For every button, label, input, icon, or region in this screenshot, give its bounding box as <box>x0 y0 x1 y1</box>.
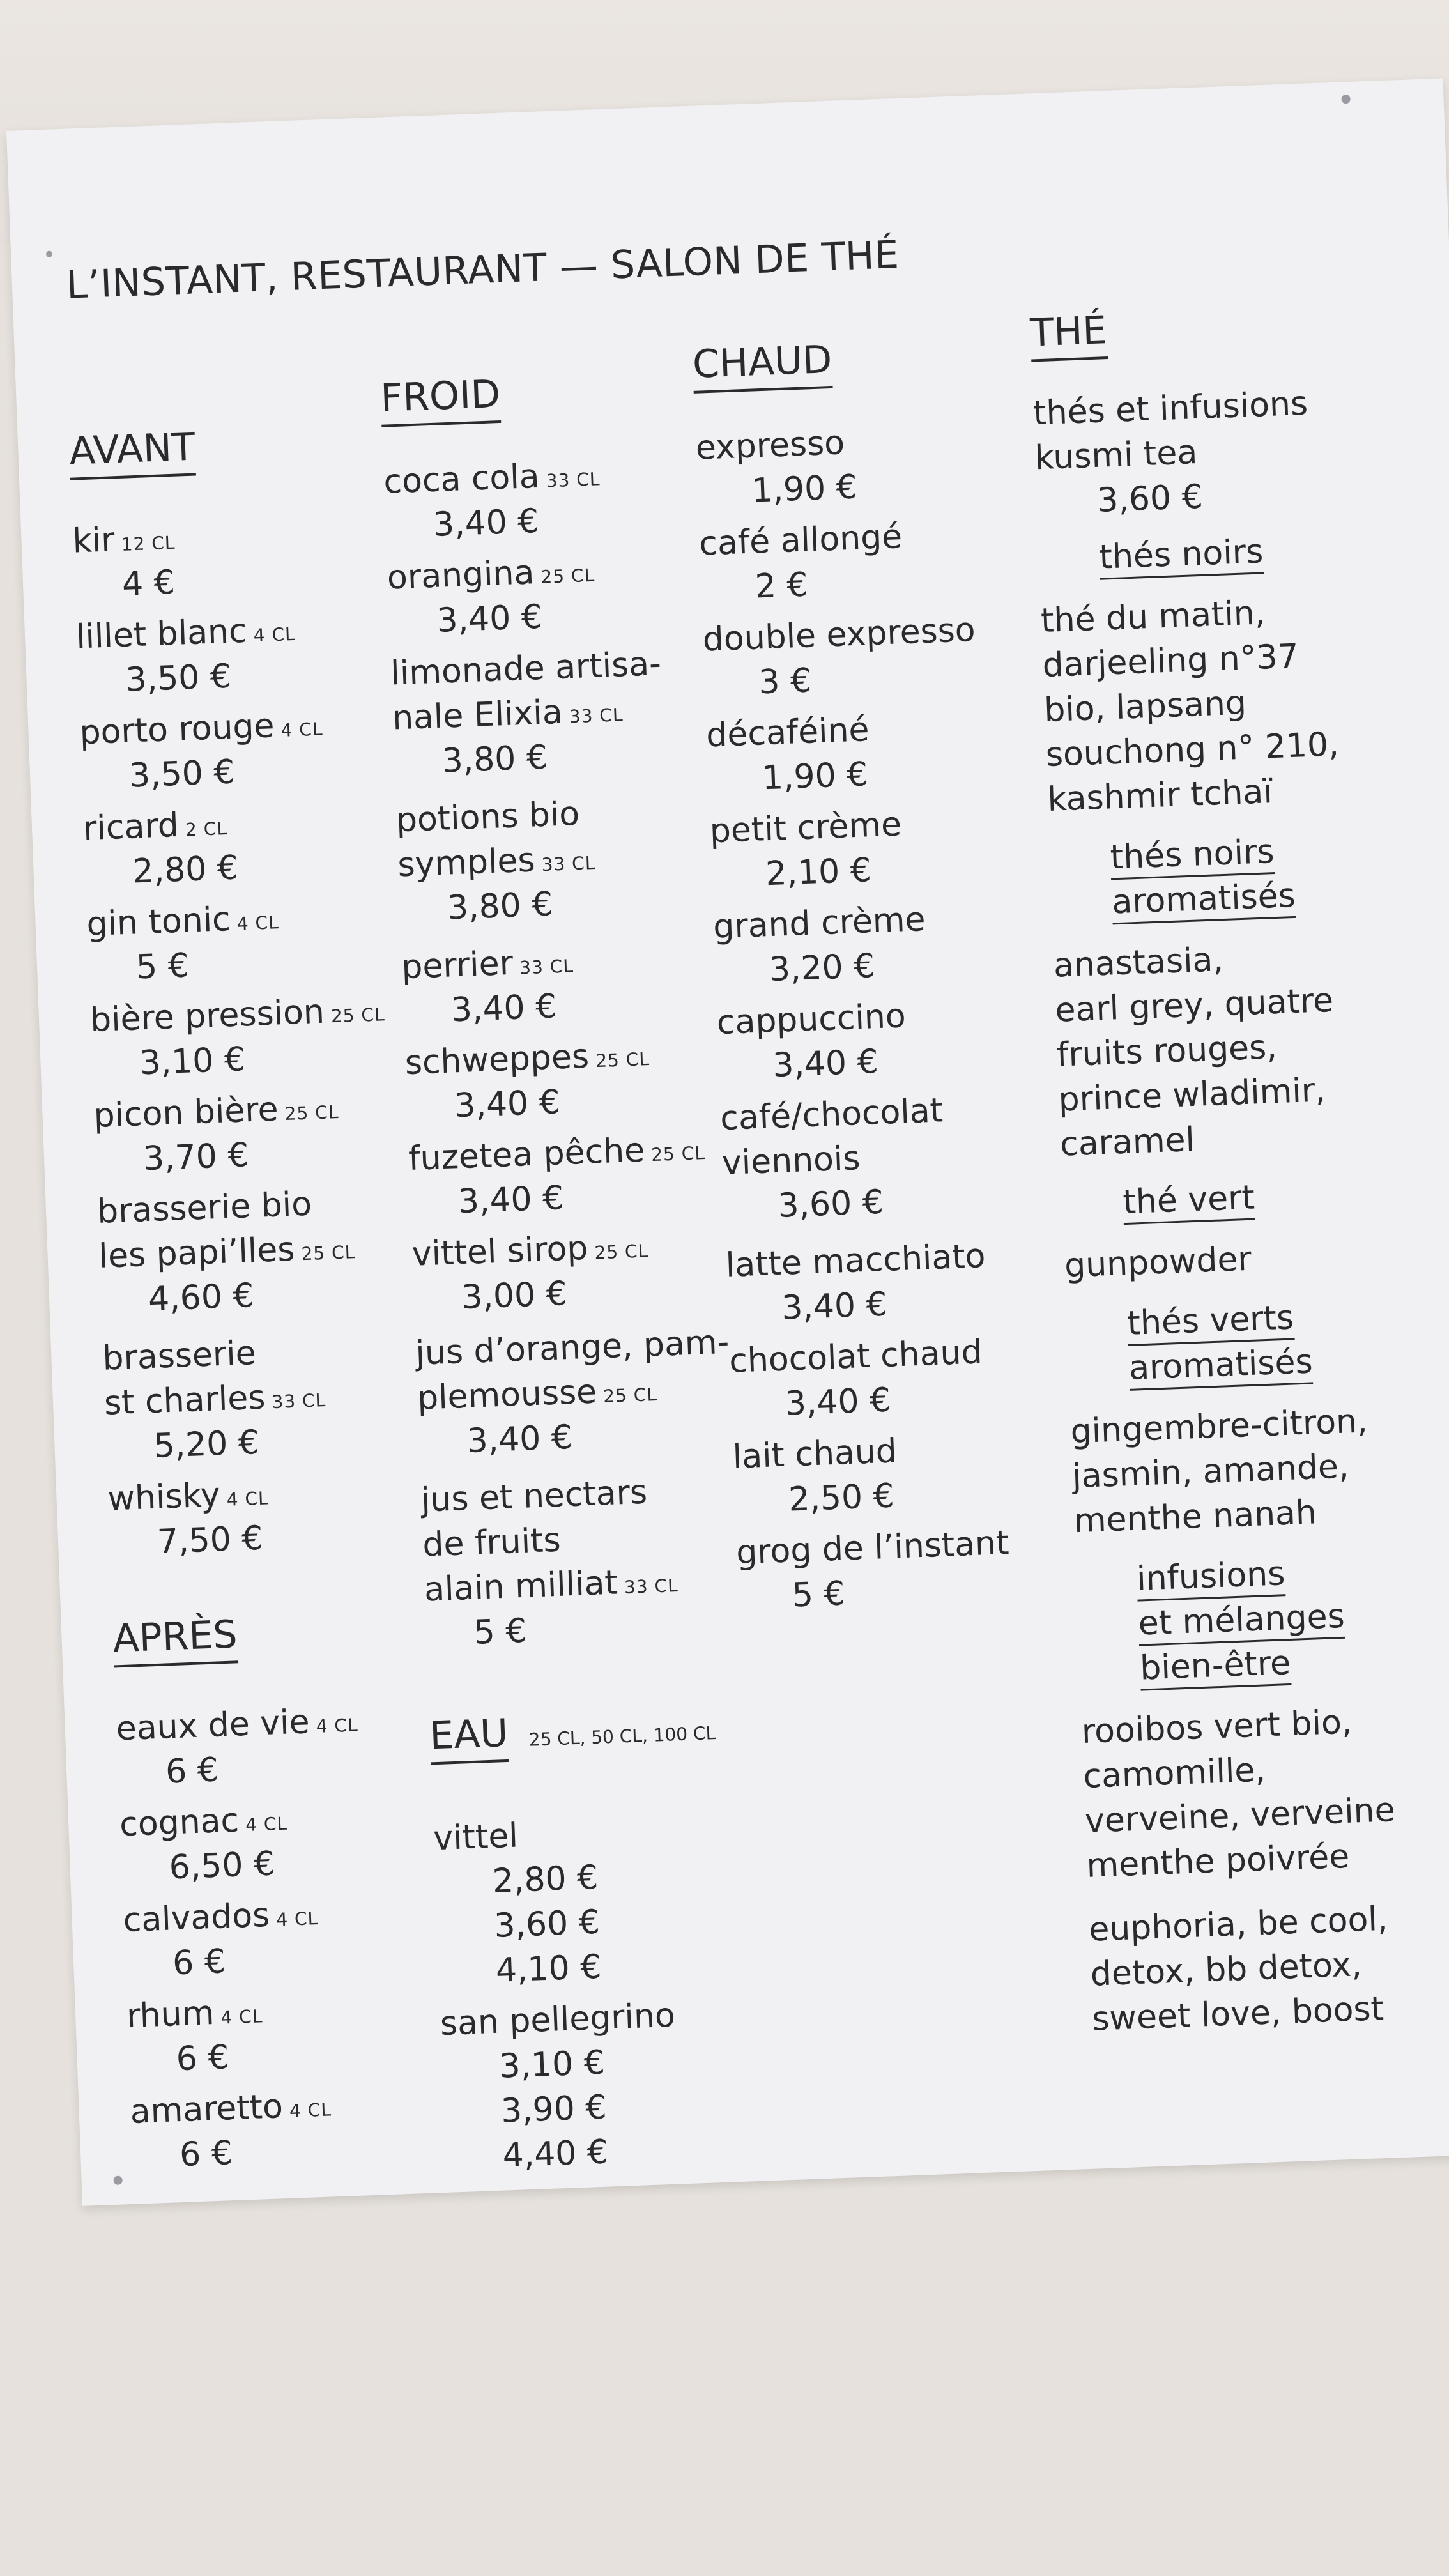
item-calvados: calvados 4 CL <box>122 1896 319 1940</box>
price-orangina: 3,40 € <box>436 597 543 640</box>
infusions-line7: detox, bb detox, <box>1089 1945 1363 1994</box>
item-lait-chaud: lait chaud <box>732 1432 898 1476</box>
infusions-line4: menthe poivrée <box>1085 1837 1351 1885</box>
heading-eau: EAU <box>429 1711 509 1765</box>
item-brasserie-line2: st charles 33 CL <box>103 1378 326 1423</box>
heading-apres: APRÈS <box>112 1612 238 1667</box>
price-perrier: 3,40 € <box>450 987 558 1030</box>
item-cafe-chocolat-line2: viennois <box>721 1139 861 1183</box>
item-grog: grog de l’instant <box>735 1524 1010 1572</box>
price-lait-chaud: 2,50 € <box>788 1476 895 1519</box>
subheading-thes-noirs: thés noirs <box>1099 532 1264 579</box>
thes-noirs-arom-line4: prince wladimir, <box>1057 1071 1326 1119</box>
item-chocolat-chaud: chocolat chaud <box>728 1333 983 1381</box>
the-intro-price: 3,60 € <box>1096 477 1204 520</box>
price-fuzetea: 3,40 € <box>457 1179 565 1222</box>
infusions-line2: camomille, <box>1082 1751 1266 1796</box>
item-cognac: cognac 4 CL <box>119 1801 288 1844</box>
price-ricard: 2,80 € <box>132 848 240 891</box>
item-jus-orange-line2: plemousse 25 CL <box>417 1372 658 1418</box>
item-orangina: orangina 25 CL <box>386 553 595 597</box>
item-jus-nectars: jus et nectars <box>420 1473 648 1520</box>
price-lillet-blanc: 3,50 € <box>125 657 233 700</box>
item-jus-orange: jus d’orange, pam- <box>415 1322 730 1373</box>
thes-noirs-arom-line3: fruits rouges, <box>1056 1028 1278 1075</box>
subheading-thes-verts-aromatises-2: aromatisés <box>1128 1342 1314 1390</box>
price-calvados: 6 € <box>172 1942 227 1983</box>
item-double-expresso: double expresso <box>702 610 976 659</box>
thes-noirs-arom-line2: earl grey, quatre <box>1054 981 1335 1030</box>
price-kir: 4 € <box>121 563 176 604</box>
heading-chaud: CHAUD <box>692 337 833 394</box>
item-cafe-chocolat: café/chocolat <box>719 1091 944 1138</box>
price-san-pellegrino-100: 4,40 € <box>502 2133 610 2175</box>
price-cafe-chocolat: 3,60 € <box>777 1183 884 1225</box>
price-brasserie: 5,20 € <box>153 1423 260 1466</box>
item-kir: kir 12 CL <box>72 521 176 561</box>
price-cafe-allonge: 2 € <box>754 565 809 606</box>
price-grand-creme: 3,20 € <box>768 947 876 990</box>
pin-icon <box>46 250 52 257</box>
price-schweppes: 3,40 € <box>454 1083 561 1126</box>
item-brasserie-bio-line2: les papi’lles 25 CL <box>98 1230 356 1276</box>
price-jus-nectars: 5 € <box>473 1611 528 1652</box>
item-vittel: vittel <box>433 1816 519 1859</box>
the-vert-line1: gunpowder <box>1064 1239 1252 1285</box>
infusions-line6: euphoria, be cool, <box>1088 1899 1389 1949</box>
price-latte-macchiato: 3,40 € <box>781 1285 888 1328</box>
price-san-pellegrino-25: 3,10 € <box>498 2043 606 2086</box>
thes-verts-arom-line3: menthe nanah <box>1073 1493 1317 1541</box>
price-brasserie-bio: 4,60 € <box>148 1276 255 1319</box>
price-gin-tonic: 5 € <box>135 946 190 987</box>
item-cappuccino: cappuccino <box>716 997 907 1043</box>
subheading-the-vert: thé vert <box>1123 1179 1256 1225</box>
item-amaretto: amaretto 4 CL <box>129 2087 332 2131</box>
price-double-expresso: 3 € <box>758 661 813 702</box>
thes-noirs-line3: bio, lapsang <box>1043 684 1247 730</box>
item-latte-macchiato: latte macchiato <box>724 1237 986 1285</box>
item-schweppes: schweppes 25 CL <box>404 1037 650 1083</box>
price-coca-cola: 3,40 € <box>432 502 540 544</box>
price-decafeine: 1,90 € <box>761 755 869 798</box>
item-biere-pression: bière pression 25 CL <box>89 992 386 1040</box>
price-eaux-de-vie: 6 € <box>165 1751 220 1791</box>
heading-froid: FROID <box>379 372 501 427</box>
price-vittel-100: 4,10 € <box>494 1947 602 1990</box>
heading-avant: AVANT <box>68 425 196 480</box>
item-rhum: rhum 4 CL <box>126 1994 263 2036</box>
item-grand-creme: grand crème <box>712 900 926 947</box>
menu-poster <box>6 79 1449 2206</box>
thes-noirs-line5: kashmir tchaï <box>1046 772 1273 819</box>
price-amaretto: 6 € <box>179 2134 234 2175</box>
price-jus-orange: 3,40 € <box>466 1418 574 1460</box>
pin-icon <box>1341 95 1351 104</box>
price-expresso: 1,90 € <box>751 468 858 510</box>
thes-noirs-arom-line1: anastasia, <box>1052 940 1224 985</box>
thes-noirs-line1: thé du matin, <box>1040 594 1266 641</box>
item-petit-creme: petit crème <box>709 805 903 851</box>
item-lillet-blanc: lillet blanc 4 CL <box>75 611 296 657</box>
item-brasserie-bio: brasserie bio <box>96 1184 313 1231</box>
thes-verts-arom-line1: gingembre-citron, <box>1070 1402 1368 1452</box>
item-eaux-de-vie: eaux de vie 4 CL <box>115 1703 359 1749</box>
price-cappuccino: 3,40 € <box>772 1042 879 1085</box>
item-limonade-line2: nale Elixia 33 CL <box>391 693 624 738</box>
subheading-infusions-3: bien-être <box>1139 1644 1291 1691</box>
item-porto-rouge: porto rouge 4 CL <box>79 707 324 753</box>
price-vittel-25: 2,80 € <box>491 1858 599 1901</box>
heading-the: THÉ <box>1029 308 1108 362</box>
item-potions-bio: potions bio <box>395 794 581 840</box>
price-potions-bio: 3,80 € <box>446 885 554 928</box>
item-expresso: expresso <box>694 424 845 468</box>
subheading-thes-verts-aromatises-1: thés verts <box>1126 1298 1294 1346</box>
item-whisky: whisky 4 CL <box>107 1476 270 1519</box>
item-gin-tonic: gin tonic 4 CL <box>86 900 280 944</box>
infusions-line1: rooibos vert bio, <box>1080 1703 1353 1751</box>
item-potions-bio-line2: symples 33 CL <box>397 841 596 885</box>
subheading-thes-noirs-aromatises-2: aromatisés <box>1111 877 1296 924</box>
price-san-pellegrino-50: 3,90 € <box>500 2088 608 2131</box>
item-ricard: ricard 2 CL <box>82 806 228 848</box>
price-rhum: 6 € <box>175 2038 230 2079</box>
price-cognac: 6,50 € <box>168 1844 276 1887</box>
item-jus-nectars-line2: de fruits <box>422 1521 562 1565</box>
price-vittel-50: 3,60 € <box>493 1903 601 1945</box>
thes-noirs-line4: souchong n° 210, <box>1045 725 1340 775</box>
price-whisky: 7,50 € <box>156 1519 264 1561</box>
item-fuzetea: fuzetea pêche 25 CL <box>408 1131 706 1178</box>
item-vittel-sirop: vittel sirop 25 CL <box>411 1229 649 1274</box>
eau-volumes: 25 CL, 50 CL, 100 CL <box>528 1722 716 1751</box>
item-jus-nectars-line3: alain milliat 33 CL <box>424 1563 679 1609</box>
price-vittel-sirop: 3,00 € <box>461 1275 568 1317</box>
item-perrier: perrier 33 CL <box>401 944 574 987</box>
subheading-thes-noirs-aromatises-1: thés noirs <box>1110 832 1275 880</box>
infusions-line8: sweet love, boost <box>1091 1989 1384 2039</box>
pin-icon <box>113 2176 123 2186</box>
the-intro-line2: kusmi tea <box>1034 433 1199 478</box>
the-intro-line1: thés et infusions <box>1032 384 1309 433</box>
price-picon-biere: 3,70 € <box>142 1136 250 1179</box>
price-petit-creme: 2,10 € <box>765 851 872 894</box>
infusions-line3: verveine, verveine <box>1084 1791 1396 1841</box>
item-decafeine: décaféiné <box>705 710 870 755</box>
item-coca-cola: coca cola 33 CL <box>383 457 601 502</box>
thes-verts-arom-line2: jasmin, amande, <box>1071 1447 1350 1496</box>
price-limonade: 3,80 € <box>441 738 549 781</box>
subheading-infusions-1: infusions <box>1136 1554 1285 1601</box>
item-cafe-allonge: café allongé <box>698 518 903 564</box>
item-picon-biere: picon bière 25 CL <box>93 1090 339 1136</box>
item-brasserie: brasserie <box>102 1333 257 1378</box>
item-san-pellegrino: san pellegrino <box>439 1996 676 2044</box>
item-limonade: limonade artisa- <box>390 645 662 693</box>
price-porto-rouge: 3,50 € <box>128 753 236 795</box>
thes-noirs-arom-line5: caramel <box>1059 1120 1196 1164</box>
menu-title: L’INSTANT, RESTAURANT — SALON DE THÉ <box>65 232 900 308</box>
subheading-infusions-2: et mélanges <box>1138 1597 1346 1646</box>
thes-noirs-line2: darjeeling n°37 <box>1041 637 1300 686</box>
price-chocolat-chaud: 3,40 € <box>784 1381 892 1423</box>
price-biere-pression: 3,10 € <box>139 1040 247 1083</box>
price-grog: 5 € <box>791 1574 846 1615</box>
